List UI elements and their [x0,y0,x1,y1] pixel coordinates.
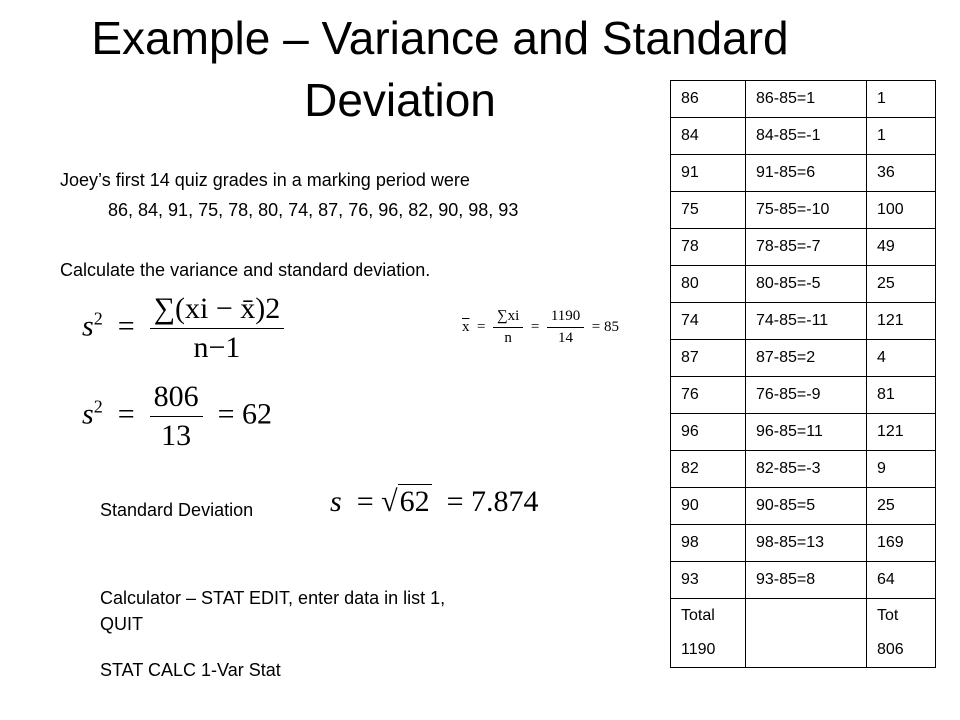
grade-cell: 80 [671,266,746,303]
squared-deviation-cell: 169 [867,525,936,562]
squared-deviation-cell: 100 [867,192,936,229]
table-row [671,414,936,451]
deviation-cell: 86-85=1 [746,81,867,118]
mean-result: 85 [603,318,619,335]
grade-cell: 76 [671,377,746,414]
deviation-cell: 84-85=-1 [746,118,867,155]
squared-deviation-cell: 36 [867,155,936,192]
squared-deviation-cell: 1 [867,81,936,118]
total-row [671,599,936,668]
table-row [671,488,936,525]
grade-cell: 90 [671,488,746,525]
deviation-cell: 78-85=-7 [746,229,867,266]
grade-cell: 84 [671,118,746,155]
mean-formula: $\overline{x}$ = $\frac{\sum xi}{n}$ = $\frac{1190}{14}$ = 85 [462,308,619,346]
table-row [671,303,936,340]
intro-text: Joey’s first 14 quiz grades in a marking period were [60,170,470,190]
squared-deviation-cell: 49 [867,229,936,266]
variance-result: 62 [242,397,273,431]
deviation-cell: 87-85=2 [746,340,867,377]
deviation-cell: 75-85=-10 [746,192,867,229]
squared-deviation-cell: 25 [867,488,936,525]
variance-calculation: $s^2$ = $\frac{806}{13}$ = 62 [82,380,273,452]
squared-deviation-cell: 64 [867,562,936,599]
variance-formula: $s^2$ = $\frac{\sum(xi - x̄)2}{n-1}$ [82,292,284,365]
table-row [671,155,936,192]
squared-deviation-cell: 9 [867,451,936,488]
squared-deviation-cell: 121 [867,414,936,451]
squared-deviation-cell: 81 [867,377,936,414]
variance-denominator: n−1 [193,331,241,364]
squared-deviation-cell: 1 [867,118,936,155]
grade-cell: 96 [671,414,746,451]
grade-cell: 78 [671,229,746,266]
deviation-cell: 90-85=5 [746,488,867,525]
variance-calc-fraction: $\frac{806}{13}$ [150,380,203,453]
deviation-cell: 80-85=-5 [746,266,867,303]
deviation-cell: 76-85=-9 [746,377,867,414]
table-row [671,118,936,155]
grade-cell: 82 [671,451,746,488]
table-row [671,81,936,118]
slide-title-line-2: Deviation [304,74,496,126]
squared-deviation-cell: 4 [867,340,936,377]
calculator-note-line-2: QUIT [100,614,143,634]
table-row [671,229,936,266]
table-row [671,377,936,414]
grade-cell: 75 [671,192,746,229]
total-cell: Total 1190 [671,599,746,668]
table-row [671,525,936,562]
slide-title-line-1: Example – Variance and Standard [91,12,789,64]
table-row [671,192,936,229]
grade-cell: 93 [671,562,746,599]
calculator-note-line-3: STAT CALC 1-Var Stat [100,660,281,680]
table-row [671,266,936,303]
deviation-cell: 98-85=13 [746,525,867,562]
instruction-text: Calculate the variance and standard deviation. [60,260,431,280]
grade-cell: 87 [671,340,746,377]
deviation-cell: 93-85=8 [746,562,867,599]
standard-deviation-label: Standard Deviation [100,500,254,520]
grades-list: 86, 84, 91, 75, 78, 80, 74, 87, 76, 96, 82, 90, 98, 93 [108,200,519,220]
sum-squares-cell: Tot 806 [867,599,936,668]
table-row [671,340,936,377]
variance-fraction [150,292,285,365]
deviation-cell: 74-85=-11 [746,303,867,340]
standard-deviation-formula: s = √62 = 7.874 [330,485,539,518]
squared-deviation-cell: 25 [867,266,936,303]
grade-cell: 74 [671,303,746,340]
empty-cell [746,599,867,668]
variance-numerator: ∑(xi − x̄)2 [150,292,285,329]
calculator-note-line-1: Calculator – STAT EDIT, enter data in list 1, [100,588,446,608]
deviation-cell: 96-85=11 [746,414,867,451]
table-row [671,451,936,488]
deviation-table [670,80,936,668]
table-row [671,562,936,599]
squared-deviation-cell: 121 [867,303,936,340]
grade-cell: 86 [671,81,746,118]
sd-result: 7.874 [471,485,539,518]
deviation-cell: 91-85=6 [746,155,867,192]
grade-cell: 98 [671,525,746,562]
grade-cell: 91 [671,155,746,192]
deviation-cell: 82-85=-3 [746,451,867,488]
